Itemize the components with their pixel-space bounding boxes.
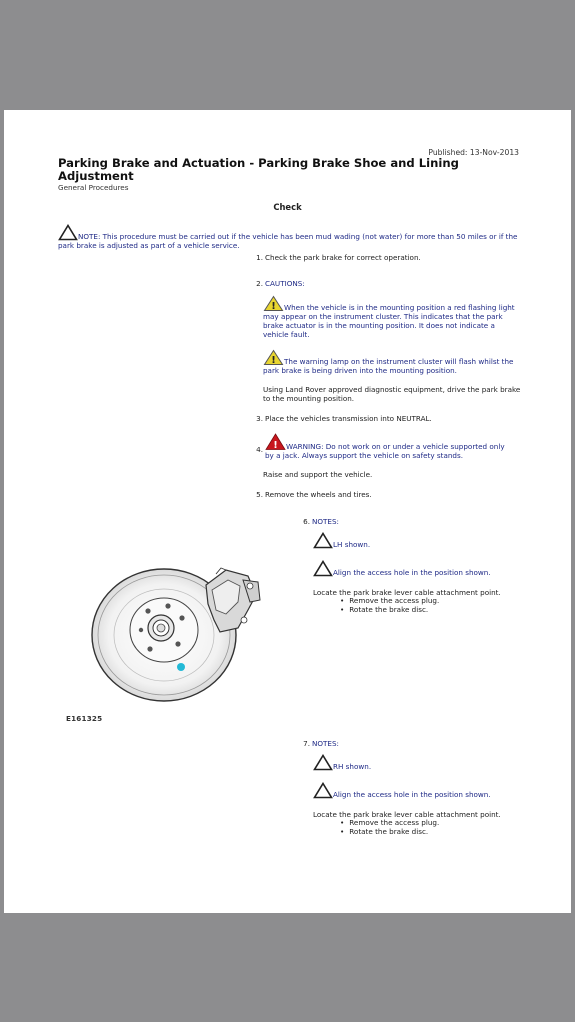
figure-label: E161325 xyxy=(66,714,103,723)
step-4: 4. ! WARNING: Do not work on or under a vehicle supported only by a jack. Always support the vehicle on safety stands. xyxy=(250,433,512,460)
step-7-note-2: Align the access hole in the position shown. xyxy=(313,782,491,799)
step-5-text: Remove the wheels and tires. xyxy=(265,490,372,499)
step-3: 3. Place the vehicles transmission into NEUTRAL. xyxy=(256,414,432,423)
list-item: • Rotate the brake disc. xyxy=(340,606,533,615)
note-triangle-icon xyxy=(313,560,333,577)
main-note-text: NOTE: This procedure must be carried out if the vehicle has been mud wading (not water) for more than 50 miles or if the park brake is adjusted as part of a vehicle service. xyxy=(58,232,518,250)
caution-triangle-icon xyxy=(263,295,284,312)
svg-text:!: ! xyxy=(271,301,276,312)
step-7-bullets xyxy=(313,819,533,836)
note-triangle-icon xyxy=(58,224,78,241)
main-note xyxy=(58,224,518,250)
step-6-bullets xyxy=(313,597,533,614)
step-3-text: Place the vehicles transmission into NEUTRAL. xyxy=(265,414,432,423)
step-5: 5. Remove the wheels and tires. xyxy=(256,490,372,499)
step-4-text: Raise and support the vehicle. xyxy=(263,470,373,479)
published-date: Published: 13-Nov-2013 xyxy=(428,148,519,157)
step-1: 1. Check the park brake for correct operation. xyxy=(256,253,421,262)
step-6-note-2: Align the access hole in the position shown. xyxy=(313,560,491,577)
warning-note: ! WARNING: Do not work on or under a vehicle supported only by a jack. Always support the vehicle on safety stands. xyxy=(265,433,510,460)
document-page xyxy=(4,110,571,913)
step-6-note-1: LH shown. xyxy=(313,532,370,549)
caution-2: ! The warning lamp on the instrument cluster will flash whilst the park brake is being driven into the mounting position. xyxy=(263,349,519,375)
step-1-text: Check the park brake for correct operation. xyxy=(265,253,421,262)
page-subtitle: General Procedures xyxy=(58,183,129,192)
step-7-text: Locate the park brake lever cable attachment point. • Remove the access plug. • Rotate the brake disc. xyxy=(313,810,533,836)
step-2-text: Using Land Rover approved diagnostic equipment, drive the park brake to the mounting position. xyxy=(263,385,521,403)
section-title: Check xyxy=(273,202,302,212)
svg-text:!: ! xyxy=(273,440,278,451)
cautions-label: CAUTIONS: xyxy=(265,279,305,288)
list-item: • Remove the access plug. xyxy=(340,597,533,606)
caution-1: ! When the vehicle is in the mounting position a red flashing light may appear on the instrument cluster. This indicates that the park brake actuator is in the mounting position. It does not indicate a vehicle fault. xyxy=(263,295,515,339)
note-triangle-icon xyxy=(313,754,333,771)
list-item: • Remove the access plug. xyxy=(340,819,533,828)
step-2: 2. CAUTIONS: xyxy=(256,279,305,288)
step-7: 7. NOTES: xyxy=(303,739,339,748)
svg-text:!: ! xyxy=(271,355,276,366)
notes-label: NOTES: xyxy=(312,517,339,526)
list-item: • Rotate the brake disc. xyxy=(340,828,533,837)
note-triangle-icon xyxy=(313,532,333,549)
note-triangle-icon xyxy=(313,782,333,799)
warning-triangle-icon xyxy=(265,433,286,451)
brake-disc-illustration xyxy=(88,540,268,710)
step-7-note-1: RH shown. xyxy=(313,754,371,771)
step-6: 6. NOTES: xyxy=(303,517,339,526)
step-6-text: Locate the park brake lever cable attachment point. • Remove the access plug. • Rotate the brake disc. xyxy=(313,588,533,614)
notes-label: NOTES: xyxy=(312,739,339,748)
caution-triangle-icon xyxy=(263,349,284,366)
page-title: Parking Brake and Actuation - Parking Brake Shoe and Lining Adjustment xyxy=(58,156,459,183)
